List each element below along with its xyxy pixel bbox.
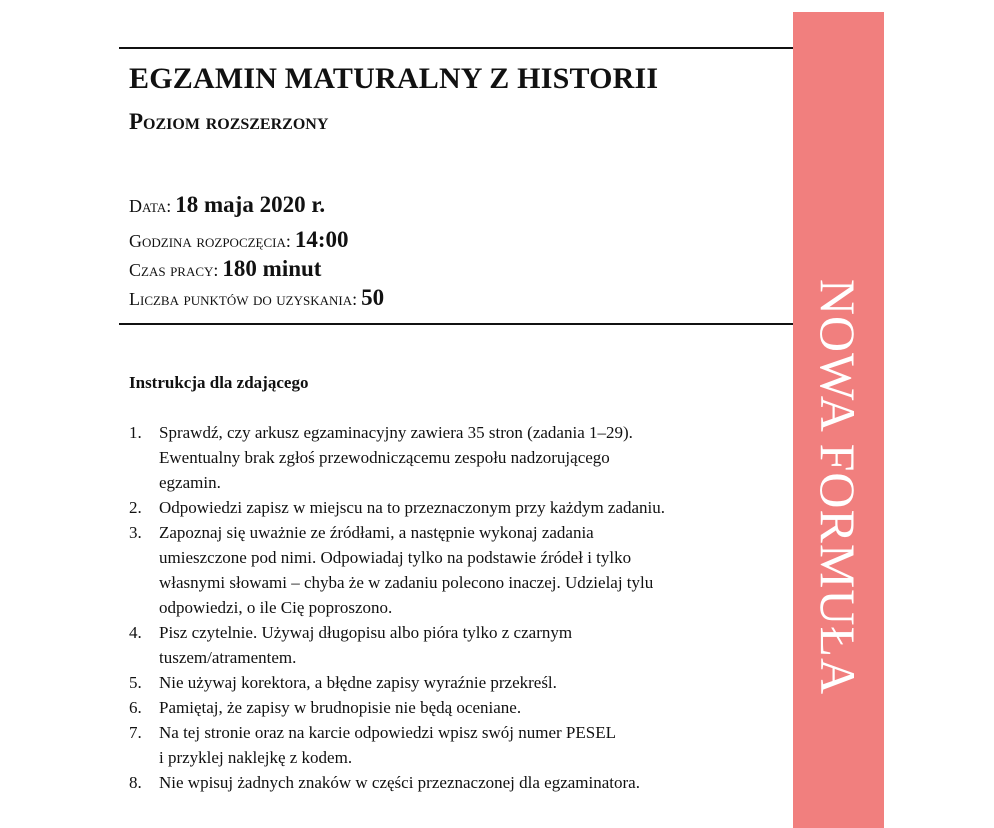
- meta-start-time-value: 14:00: [294, 227, 349, 252]
- middle-rule: [119, 323, 793, 325]
- instruction-number: 8.: [129, 773, 142, 792]
- instruction-text-line: egzamin.: [159, 473, 221, 492]
- exam-title: EGZAMIN MATURALNY Z HISTORII: [129, 62, 659, 95]
- instruction-text-line: tuszem/atramentem.: [159, 648, 297, 667]
- instruction-item: [129, 770, 789, 795]
- meta-points-label: Liczba punktów do uzyskania:: [129, 289, 358, 309]
- meta-date-label: Data:: [129, 196, 172, 216]
- instruction-text-line: Nie używaj korektora, a błędne zapisy wyraźnie przekreśl.: [159, 673, 557, 692]
- side-band-text: NOWA FORMUŁA: [810, 278, 866, 696]
- instruction-number: 1.: [129, 423, 142, 442]
- instruction-text-line: i przyklej naklejkę z kodem.: [159, 748, 353, 767]
- instruction-text-line: odpowiedzi, o ile Cię poproszono.: [159, 598, 393, 617]
- instruction-item: [129, 695, 789, 720]
- meta-date: [129, 192, 325, 218]
- instruction-text-line: umieszczone pod nimi. Odpowiadaj tylko na podstawie źródeł i tylko: [159, 548, 632, 567]
- meta-duration-value: 180 minut: [222, 256, 322, 281]
- instruction-number: 2.: [129, 498, 142, 517]
- meta-duration: [129, 256, 321, 282]
- instruction-text-line: własnymi słowami – chyba że w zadaniu polecono inaczej. Udzielaj tylu: [159, 573, 654, 592]
- top-rule: [119, 47, 793, 49]
- instruction-item: [129, 495, 789, 520]
- meta-duration-label: Czas pracy:: [129, 260, 219, 280]
- exam-level: Poziom rozszerzony: [129, 109, 329, 134]
- instruction-text-line: Odpowiedzi zapisz w miejscu na to przeznaczonym przy każdym zadaniu.: [159, 498, 666, 517]
- instructions-heading: Instrukcja dla zdającego: [129, 373, 309, 392]
- instruction-text-line: Nie wpisuj żadnych znaków w części przeznaczonej dla egzaminatora.: [159, 773, 640, 792]
- instruction-text-line: Ewentualny brak zgłoś przewodniczącemu zespołu nadzorującego: [159, 448, 610, 467]
- instruction-number: 3.: [129, 523, 142, 542]
- instruction-number: 5.: [129, 673, 142, 692]
- meta-points-value: 50: [361, 285, 385, 310]
- instruction-item: [129, 670, 789, 695]
- instruction-text-line: Sprawdź, czy arkusz egzaminacyjny zawiera 35 stron (zadania 1–29).: [159, 423, 633, 442]
- instruction-number: 6.: [129, 698, 142, 717]
- meta-start-time: [129, 227, 349, 253]
- instruction-item: [129, 620, 789, 670]
- meta-date-value: 18 maja 2020 r.: [175, 192, 326, 217]
- instruction-item: [129, 520, 789, 620]
- instruction-text-line: Zapoznaj się uważnie ze źródłami, a następnie wykonaj zadania: [159, 523, 594, 542]
- instruction-text-line: Na tej stronie oraz na karcie odpowiedzi wpisz swój numer PESEL: [159, 723, 616, 742]
- instruction-text-line: Pamiętaj, że zapisy w brudnopisie nie będą oceniane.: [159, 698, 522, 717]
- meta-points: [129, 285, 384, 311]
- instruction-item: [129, 420, 789, 495]
- instructions-list: [129, 420, 789, 795]
- instruction-number: 7.: [129, 723, 142, 742]
- instruction-number: 4.: [129, 623, 142, 642]
- instruction-text-line: Pisz czytelnie. Używaj długopisu albo pióra tylko z czarnym: [159, 623, 573, 642]
- meta-start-time-label: Godzina rozpoczęcia:: [129, 231, 291, 251]
- instruction-item: [129, 720, 789, 770]
